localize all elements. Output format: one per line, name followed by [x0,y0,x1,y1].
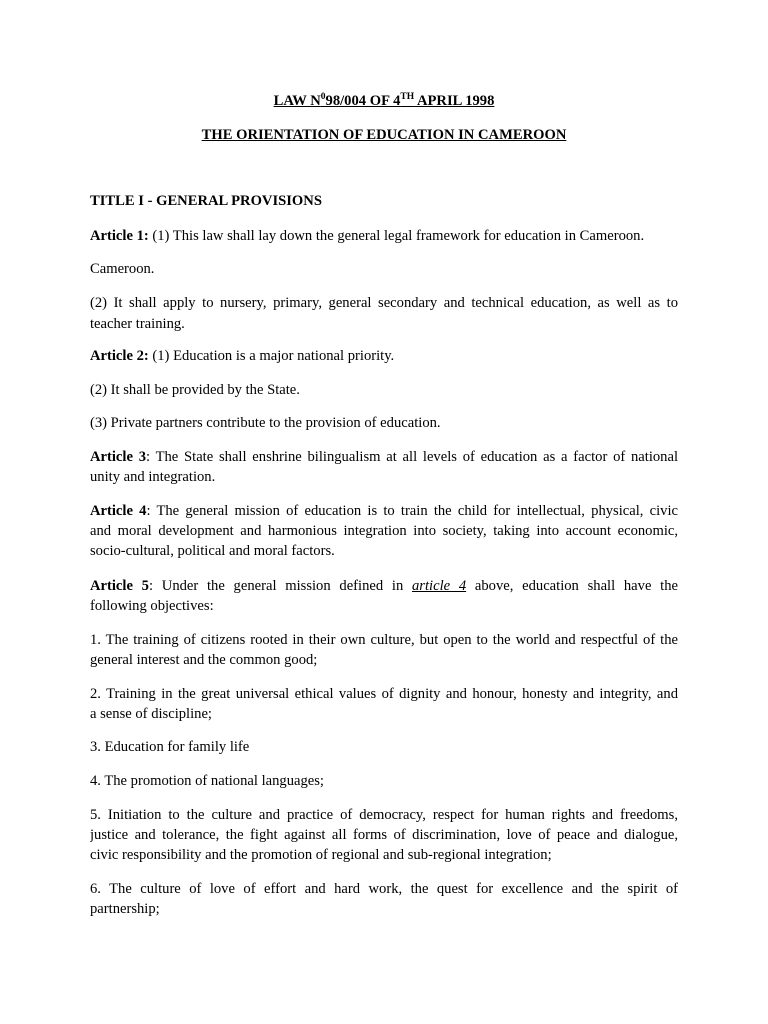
article-3-line1: Article 3: The State shall enshrine bilingualism at all levels of education as a factor of national [90,449,678,465]
section-title: TITLE I - GENERAL PROVISIONS [90,193,322,209]
article-2-text: (1) Education is a major national priority. [148,348,395,364]
objective-6-line2: partnership; [90,901,160,917]
objective-2-line2: a sense of discipline; [90,706,212,722]
article-1-p2-line1: (2) It shall apply to nursery, primary, general secondary and technical education, as well as to [90,295,678,311]
article-4-link[interactable]: article 4 [412,578,467,594]
law-title [0,91,768,112]
article-4-line2: and moral development and harmonious integration into society, taking into account economic, [90,523,678,539]
article-1-label: Article 1: [90,228,149,244]
article-4-line3: socio-cultural, political and moral factors. [90,543,335,559]
objective-1-line2: general interest and the common good; [90,652,318,668]
objective-1-line1: 1. The training of citizens rooted in their own culture, but open to the world and respectful of the [90,632,678,648]
article-3-line2: unity and integration. [90,469,216,485]
law-subtitle: THE ORIENTATION OF EDUCATION IN CAMEROON [201,127,567,143]
article-1 [90,226,678,247]
article-2-label: Article 2: [90,348,149,364]
article-2-p3: (3) Private partners contribute to the provision of education. [90,415,441,431]
objective-6-line1: 6. The culture of love of effort and hard work, the quest for excellence and the spirit of [90,881,678,897]
article-1-stray: Cameroon. [90,261,155,277]
law-title-sup-th: TH [400,92,415,102]
law-title-middle: 98/004 OF 4 [325,93,401,109]
article-5-line1: Article 5: Under the general mission defined in article 4 above, education shall have the [90,578,678,594]
objective-4: 4. The promotion of national languages; [90,773,324,789]
article-1-p2-line2: teacher training. [90,316,185,332]
law-title-prefix: LAW N [273,93,321,109]
article-5-label: Article 5 [90,578,149,594]
objective-5-line2: justice and tolerance, the fight against all forms of discrimination, love of peace and dialogue, [90,827,678,843]
law-title-suffix: APRIL 1998 [414,93,495,109]
objective-5-line3: civic responsibility and the promotion of regional and sub-regional integration; [90,847,552,863]
article-3-label: Article 3 [90,449,147,465]
article-1-text: (1) This law shall lay down the general legal framework for education in Cameroon. [148,228,645,244]
objective-2-line1: 2. Training in the great universal ethical values of dignity and honour, honesty and integrity, and [90,686,678,702]
article-2-p2: (2) It shall be provided by the State. [90,382,300,398]
article-4-line1: Article 4: The general mission of education is to train the child for intellectual, physical, civic [90,503,678,519]
article-2 [90,346,678,367]
objective-5-line1: 5. Initiation to the culture and practice of democracy, respect for human rights and freedoms, [90,807,678,823]
objective-3: 3. Education for family life [90,739,250,755]
article-4-label: Article 4 [90,503,147,519]
article-5-line2: following objectives: [90,598,214,614]
law-title-sup-0: 0 [320,92,326,102]
